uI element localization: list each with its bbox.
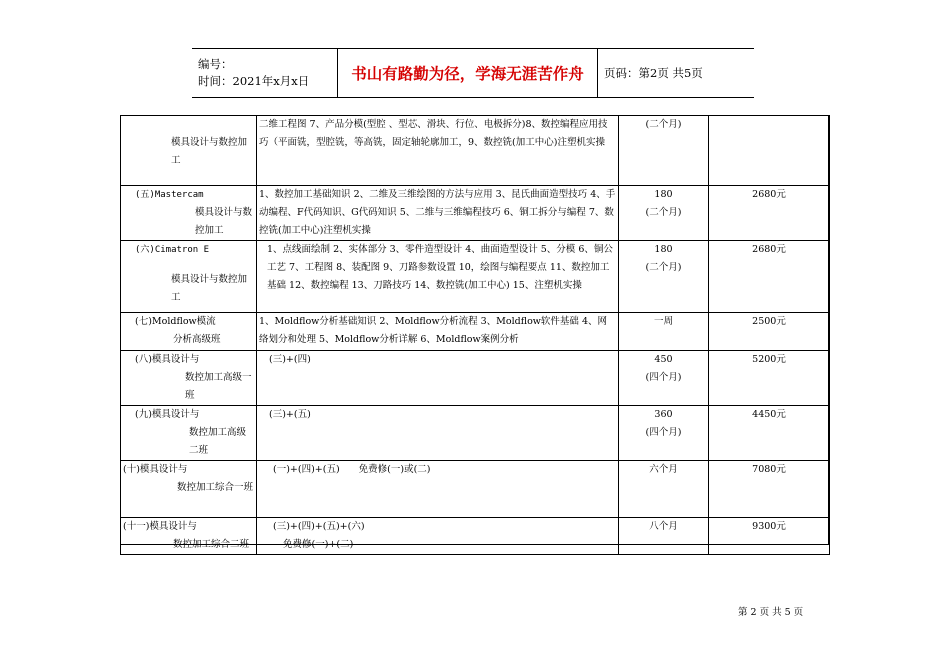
course-content-note: 免费修(一)+(二) bbox=[283, 539, 354, 550]
course-hours: 180 bbox=[654, 244, 673, 255]
course-hours: 360 bbox=[654, 409, 673, 420]
course-name-prefix: (七)Moldflow模流 bbox=[135, 316, 216, 327]
course-name: 模具设计与数控加工 bbox=[171, 274, 248, 303]
course-name: 数控加工高级二班 bbox=[189, 427, 247, 456]
course-content: 二维工程图 7、产品分模(型腔 、型芯、滑块、行位、电极拆分)8、数控编程应用技巧（平面铣，型腔铣，等高铣，固定轴轮廓加工，9、数控铣(加工中心)注塑机实操 bbox=[257, 116, 619, 186]
time-label: 时间：2021年x月x日 bbox=[198, 74, 310, 88]
course-name-prefix: (十)模具设计与 bbox=[123, 464, 188, 475]
course-duration: 一周 bbox=[619, 313, 709, 351]
document-header bbox=[192, 48, 754, 98]
course-content: 1、点线面绘制 2、实体部分 3、零件造型设计 4、曲面造型设计 5、分模 6、铜公工艺 7、工程图 8、装配图 9、刀路参数设置 10，绘图与编程要点 11、数控加工基础 12、数控编程 13、刀路技巧 14、数控铣(加工中心) 15、注塑机实操 bbox=[257, 241, 619, 313]
course-months: (二个月) bbox=[645, 262, 682, 273]
course-price: 5200元 bbox=[709, 351, 830, 406]
header-meta bbox=[192, 49, 338, 98]
course-price: 7080元 bbox=[709, 461, 830, 518]
page-number: 第 2 页 共 5 页 bbox=[738, 607, 804, 618]
course-duration: 八个月 bbox=[619, 518, 709, 555]
course-name: 数控加工综合一班 bbox=[177, 482, 254, 493]
course-duration: (二个月) bbox=[619, 116, 709, 186]
course-duration: 六个月 bbox=[619, 461, 709, 518]
header-page-info: 页码：第2页 共5页 bbox=[598, 49, 755, 98]
course-content: (三)+(四)+(五)+(六) bbox=[273, 521, 365, 532]
course-hours: 450 bbox=[654, 354, 673, 365]
table-row bbox=[121, 461, 830, 518]
course-name: 数控加工高级一班 bbox=[185, 372, 252, 401]
course-price: 2680元 bbox=[709, 186, 830, 241]
course-name-cell bbox=[121, 351, 257, 406]
course-name-cell bbox=[121, 406, 257, 461]
course-months: (四个月) bbox=[645, 427, 682, 438]
course-name-cell bbox=[121, 461, 257, 518]
course-name-prefix: (十一)模具设计与 bbox=[123, 521, 197, 532]
table-row bbox=[121, 313, 830, 351]
course-months: (四个月) bbox=[645, 372, 682, 383]
table-row bbox=[121, 406, 830, 461]
course-duration-cell bbox=[619, 351, 709, 406]
header-slogan: 书山有路勤为径，学海无涯苦作舟 bbox=[338, 49, 598, 98]
course-name: 模具设计与数控加工 bbox=[195, 207, 253, 236]
course-name: 模具设计与数控加工 bbox=[171, 137, 248, 166]
course-name-prefix: (五)Mastercam bbox=[135, 190, 204, 200]
course-price: 4450元 bbox=[709, 406, 830, 461]
course-name-prefix: (九)模具设计与 bbox=[135, 409, 200, 420]
course-content: (三)+(四) bbox=[257, 351, 619, 406]
course-name: 分析高级班 bbox=[173, 334, 221, 345]
code-label: 编号： bbox=[198, 57, 233, 71]
course-content: 1、Moldflow分析基础知识 2、Moldflow分析流程 3、Moldflow软件基础 4、网络划分和处理 5、Moldflow分析详解 6、Moldflow案例分析 bbox=[257, 313, 619, 351]
course-duration-cell bbox=[619, 241, 709, 313]
table-row bbox=[121, 186, 830, 241]
course-name-cell bbox=[121, 116, 257, 186]
course-hours: 180 bbox=[654, 189, 673, 200]
course-price bbox=[709, 116, 830, 186]
course-name-prefix: (六)Cimatron E bbox=[135, 245, 210, 255]
course-duration-cell bbox=[619, 406, 709, 461]
course-name-cell bbox=[121, 186, 257, 241]
table-row bbox=[121, 518, 830, 555]
course-content: 1、数控加工基础知识 2、二维及三维绘图的方法与应用 3、昆氏曲面造型技巧 4、手动编程、F代码知识、G代码知识 5、二维与三维编程技巧 6、铜工拆分与编程 7、数控铣(加工中心)注塑机实操 bbox=[257, 186, 619, 241]
course-price: 2680元 bbox=[709, 241, 830, 313]
course-price: 9300元 bbox=[709, 518, 830, 555]
course-name-cell bbox=[121, 313, 257, 351]
course-content: (一)+(四)+(五) 免费修(一)或(二) bbox=[257, 461, 619, 518]
course-name-cell bbox=[121, 241, 257, 313]
table-row bbox=[121, 116, 830, 186]
course-duration-cell bbox=[619, 186, 709, 241]
course-name: 数控加工综合二班 bbox=[173, 539, 250, 550]
course-content-cell bbox=[257, 518, 619, 555]
course-price: 2500元 bbox=[709, 313, 830, 351]
table-row bbox=[121, 241, 830, 313]
table-row bbox=[121, 351, 830, 406]
course-table bbox=[120, 115, 830, 555]
course-months: (二个月) bbox=[645, 207, 682, 218]
course-name-prefix: (八)模具设计与 bbox=[135, 354, 200, 365]
course-content: (三)+(五) bbox=[257, 406, 619, 461]
course-name-cell bbox=[121, 518, 257, 555]
